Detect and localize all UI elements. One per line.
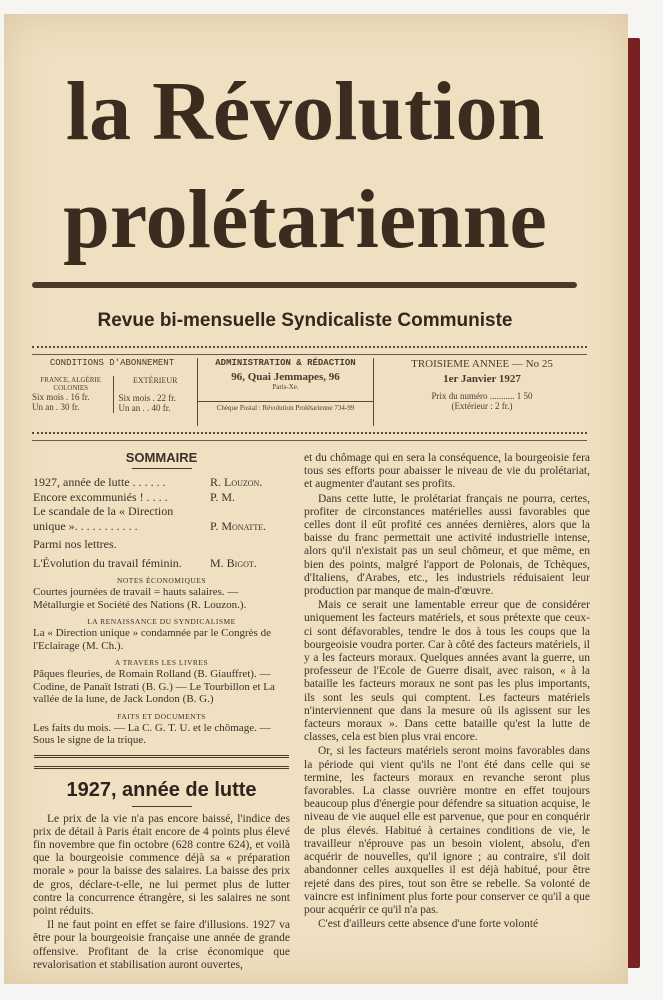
section-heading: A TRAVERS LES LIVRES [114, 658, 209, 667]
toc-author: M. Bigot. [210, 555, 257, 570]
header-bottom-border [32, 432, 587, 441]
section-heading: NOTES ÉCONOMIQUES [116, 576, 207, 585]
postal-cheque: Chèque Postal : Révolution Prolétarienne 734-99 [198, 401, 373, 412]
toc-author: P. M. [210, 489, 236, 504]
toc-title: Le scandale de la « Direction unique ». . . . . . . . . . . [33, 504, 174, 533]
abroad-six-months: Six mois . 22 fr. [118, 393, 176, 403]
toc-author [210, 537, 290, 552]
article-paragraph: Il ne faut point en effet se faire d'illusions. 1927 va être pour la bourgeoisie française une année de grande offensive. Profitant de la crise économique que revalorisation et stabilisation auront ouvertes, [33, 919, 290, 971]
toc-item [33, 537, 290, 552]
header-top-border [32, 346, 587, 355]
toc-item [33, 475, 290, 490]
table-of-contents [33, 475, 290, 747]
administration-block [197, 358, 374, 426]
toc-item [33, 490, 290, 505]
article-title-rule [132, 806, 192, 807]
issue-date: 1er Janvier 1927 [443, 373, 521, 385]
toc-item [33, 556, 290, 571]
toc-title: L'Évolution du travail féminin. [33, 555, 182, 570]
section-heading: FAITS ET DOCUMENTS [117, 711, 206, 721]
article-title: 1927, année de lutte [66, 778, 257, 801]
subscription-conditions [32, 358, 192, 426]
toc-title: Parmi nos lettres. [33, 537, 117, 551]
issue-info [377, 358, 587, 426]
section-body: Courtes journées de travail = hauts salaires. — Métallurgie et Société des Nations (R. Louzon.). [33, 586, 247, 611]
abroad-one-year: Un an . . 40 fr. [118, 403, 171, 413]
section-heading: LA RENAISSANCE DU SYNDICALISME [87, 617, 236, 626]
article-paragraph: Or, si les facteurs matériels seront moins favorables dans la période qui vient qu'ils ne l'ont été dans celle qui se termine, les facteurs moraux en revanche seront plus favorables. La classe ouvrière montre en effet toujours beaucoup plus d'énergie pour défendre sa situation acquise, le niveau de vie auquel elle est parvenue, que pour en conquérir de plus élevés. Habitué à certaines conditions de vie, le travailleur n'éprouve pas un besoin violent, absolu, d'en acquérir de nouvelles, qu'il ignore ; au contraire, s'il doit abandonner celles auxquelles il est déjà habitué, pour être rejeté dans des pires, tout son être se rebelle. Sa volonté de vaincre est infiniment plus forte pour conserver ce qu'il a que pour acquérir ce qu'il n'a pas. [304, 745, 590, 916]
issue-price: Prix du numéro ........... 1 50 [431, 391, 533, 401]
year-and-number: TROISIEME ANNEE — No 25 [411, 358, 553, 370]
article-left-column [33, 813, 290, 972]
article-paragraph: et du chômage qui en sera la conséquence, la bourgeoisie fera tous ses efforts pour abaisser le niveau de vie du prolétariat, et augmenter d'autant ses profits. [304, 452, 590, 491]
section-body: La « Direction unique » condamnée par le Congrès de l'Eclairage (M. Ch.). [33, 627, 271, 652]
decorative-divider [34, 755, 289, 769]
sommaire-rule [132, 468, 192, 469]
france-six-months: Six mois . 16 fr. [32, 392, 90, 402]
toc-title: Encore excommuniés ! . . . . [33, 489, 168, 504]
abroad-label: EXTÉRIEUR [133, 376, 178, 385]
issue-header [32, 358, 587, 426]
masthead-subtitle: Revue bi-mensuelle Syndicaliste Communiste [97, 310, 513, 331]
toc-author: R. Louzon. [210, 475, 263, 489]
section-body: Les faits du mois. — La C. G. T. U. et le chômage. — Sous le signe de la trique. [33, 721, 271, 746]
article-paragraph: Dans cette lutte, le prolétariat français ne pourra, certes, profiter de circonstances matérielles aussi favorables que celles dont il eût profité ces années dernières, alors que la baisse du franc permettait une activité industrielle intense, alors qu'il n'existait pas un seul chômeur, et que même, en bien des points, malgré l'apport de Polonais, de Tchèques, d'Italiens, d'Arabes, etc., les industriels réduisaient leur production par manque de main-d'œuvre. [304, 492, 590, 598]
sommaire-heading: SOMMAIRE [125, 450, 198, 465]
section-body: Pâques fleuries, de Romain Rolland (B. Giauffret). — Codine, de Panaït Istrati (B. G.) — Le Tourbillon et La vallée de la lune, de Jack London (B. G.) [33, 668, 275, 705]
administration-heading: ADMINISTRATION & RÉDACTION [215, 358, 356, 368]
france-label: FRANCE, ALGÉRIE COLONIES [40, 376, 102, 392]
subscription-heading: CONDITIONS D'ABONNEMENT [49, 358, 175, 368]
article-paragraph: Le prix de la vie n'a pas encore baissé, l'indice des prix de détail à Paris était encore de 4 points plus élevé fin novembre que fin octobre (628 contre 624), et voilà que la bourgeoisie commence déjà sa « préparation morale » pour la baisse des salaires. La baisse des prix de gros, déclare-t-elle, ne lui permet plus de lutter contre la concurrence étrangère, si les salaires ne sont point réduits. [33, 812, 290, 917]
issue-price-abroad: (Extérieur : 2 fr.) [451, 401, 513, 411]
toc-author: P. Monatte. [210, 518, 267, 533]
administration-city: Paris-Xe. [272, 383, 299, 391]
toc-item [33, 504, 290, 533]
article-paragraph: C'est d'ailleurs cette absence d'une forte volonté [318, 918, 539, 931]
masthead-title-line2: prolétarienne [63, 173, 547, 266]
article-right-column [304, 452, 590, 932]
article-paragraph: Mais ce serait une lamentable erreur que de considérer uniquement les facteurs matériels, et sous prétexte que ceux-ci sont défavorables, tendre le dos à tous les coups que la bourgeoisie voudra porter. Car à côté des facteurs matériels, il y a les facteurs moraux. Quelques années avant la guerre, un professeur de l'Ecole de Guerre disait, avec raison, « à la bataille les facteurs moraux ne sont pas les plus importants, ils sont les seuls qui comptent. Les facteurs matériels n'interviennent que dans la mesure où ils agissent sur les facteurs moraux ». Dans cette bataille qu'est la lutte de classes, cela est bien plus vrai encore. [304, 599, 590, 744]
toc-title: 1927, année de lutte . . . . . . [33, 475, 166, 489]
france-one-year: Un an . 30 fr. [32, 402, 80, 412]
masthead-title-line1: la Révolution [65, 65, 545, 158]
left-column [33, 450, 290, 973]
administration-address: 96, Quai Jemmapes, 96 [231, 371, 340, 383]
masthead-rule [32, 282, 577, 288]
